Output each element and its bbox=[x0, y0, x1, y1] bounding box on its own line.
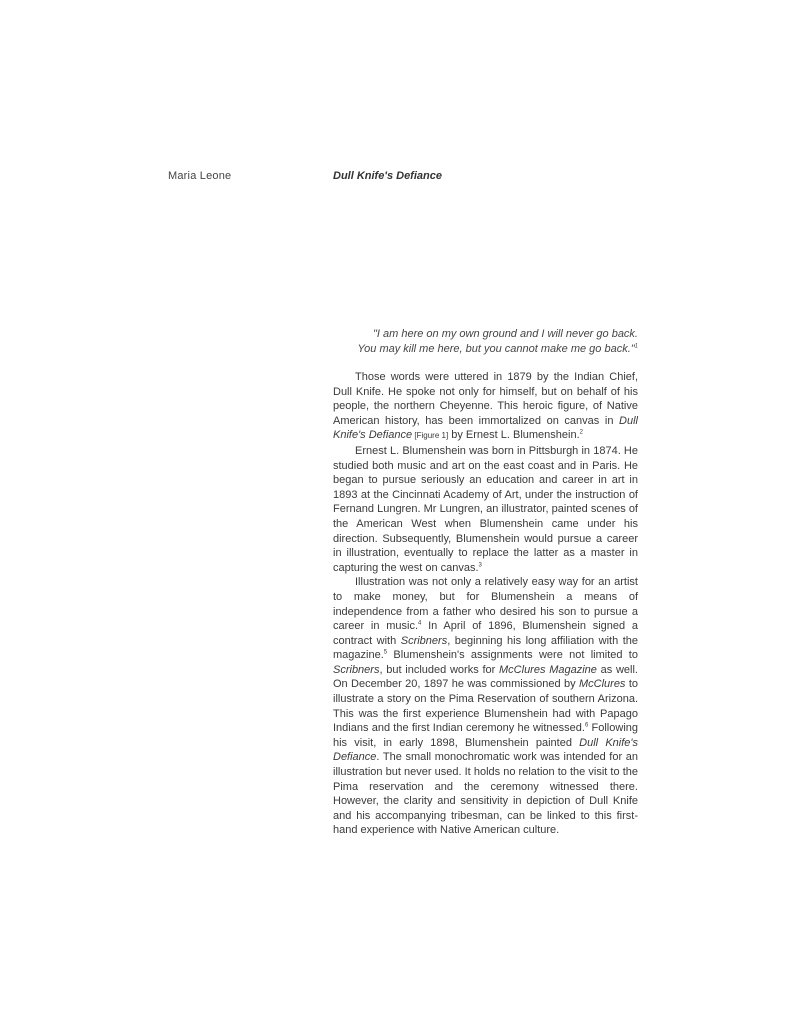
author-name: Maria Leone bbox=[168, 170, 232, 182]
paragraph-3 bbox=[333, 575, 638, 838]
epigraph-line-2-text: You may kill me here, but you cannot make me go back." bbox=[357, 343, 635, 355]
epigraph-quote bbox=[333, 327, 638, 357]
footnote-ref: 6 bbox=[584, 722, 589, 729]
paragraph-text: Blumenshein's assignments were not limited to bbox=[387, 649, 638, 662]
paragraph-text: . The small monochromatic work was intended for an illustration but never used. It holds no relation to the visit to the Pima reservation and the ceremony witnessed there. However, the clarity and sensitivity in depiction of Dull Knife and his accompanying tribesman, can be linked to this first-hand experience with Native American culture. bbox=[333, 751, 638, 837]
publication-title: McClures bbox=[578, 678, 626, 691]
paragraph-text: Those words were uttered in 1879 by the Indian Chief, Dull Knife. He spoke not only for himself, but on behalf of his people, the northern Cheyenne. This heroic figure, of Native American history, has been immortalized on canvas in bbox=[333, 371, 638, 427]
epigraph-line-1: "I am here on my own ground and I will never go back. bbox=[373, 328, 638, 340]
footnote-ref: 4 bbox=[418, 620, 422, 627]
paragraph-text: In April of 1896, Blumenshein signed a contract with bbox=[333, 620, 639, 647]
paragraph-text: as well. On December 20, 1897 he was commissioned by bbox=[333, 663, 638, 691]
epigraph-line-2 bbox=[333, 342, 638, 357]
footnote-ref: 2 bbox=[579, 429, 583, 436]
publication-title: Scribners bbox=[333, 663, 380, 676]
artwork-title: Dull Knife's Defiance bbox=[333, 736, 638, 764]
article-body bbox=[333, 370, 638, 838]
paragraph-text: , but included works for bbox=[379, 663, 500, 676]
footnote-ref: 3 bbox=[478, 562, 482, 569]
publication-title: Scribners bbox=[400, 634, 448, 647]
paragraph-text: Ernest L. Blumenshein was born in Pittsburgh in 1874. He studied both music and art on the east coast and in Paris. He began to pursue seriously an education and career in art in 1893 at the Cincinnati Academy of Art, under the instruction of Fernand Lungren. Mr Lungren, an illustrator, painted scenes of the American West when Blumenshein came under his direction. Subsequently, Blumenshein would pursue a career in illustration, eventually to replace the latter as a master in capturing the west on canvas. bbox=[333, 444, 638, 574]
article-title: Dull Knife's Defiance bbox=[333, 170, 442, 182]
publication-title: McClures Magazine bbox=[499, 663, 597, 676]
paragraph-text: , beginning his long affiliation with the magazine. bbox=[333, 634, 638, 662]
paragraph-text: Following his visit, in early 1898, Blumenshein painted bbox=[333, 722, 638, 749]
artwork-title: Dull Knife's Defiance bbox=[333, 414, 638, 442]
paragraph-2 bbox=[333, 444, 638, 575]
paragraph-text: to illustrate a story on the Pima Reservation of southern Arizona. This was the first experience Blumenshein had with Papago Indians and the first Indian ceremony he witnessed. bbox=[333, 678, 638, 735]
footnote-ref: 1 bbox=[634, 343, 638, 350]
footnote-ref: 5 bbox=[383, 649, 388, 656]
figure-reference: [Figure 1] bbox=[412, 431, 449, 441]
paragraph-text: Illustration was not only a relatively easy way for an artist to make money, but for Blumenshein a means of independence from a father who desired his son to pursue a career in music. bbox=[333, 576, 638, 633]
paragraph-1 bbox=[333, 370, 638, 444]
paragraph-text: by Ernest L. Blumenshein. bbox=[448, 429, 580, 442]
